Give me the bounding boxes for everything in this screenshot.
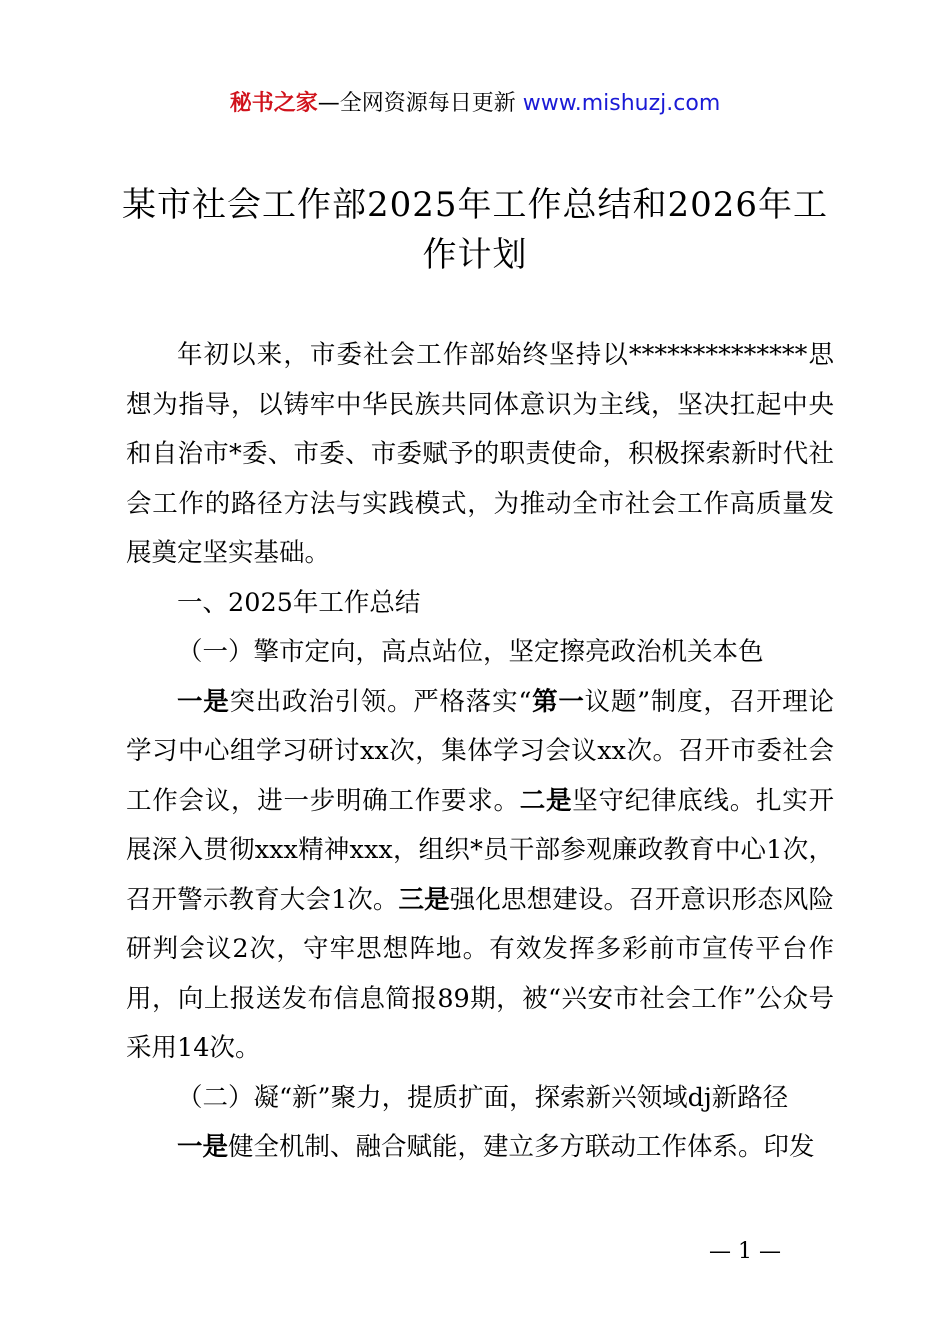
document-title: 某市社会工作部2025年工作总结和2026年工作计划 bbox=[121, 185, 829, 275]
paragraph-text: 强化思想建设。召开意识形态风险研判会议2次，守牢思想阵地。有效发挥多彩前市宣传平台作用，向上报送发布信息简报89期，被“兴安市社会工作”公众号采用14次。 bbox=[126, 884, 834, 1063]
paragraph-new-fields bbox=[126, 1123, 834, 1173]
subsection-heading-1: （一）擎市定向，高点站位，坚定擦亮政治机关本色 bbox=[177, 637, 764, 667]
bold-marker: 一是 bbox=[177, 1132, 229, 1162]
bold-marker: 三是 bbox=[398, 884, 450, 915]
document-body bbox=[126, 331, 834, 1173]
site-url-link[interactable]: www.mishuzj.com bbox=[522, 91, 721, 116]
brand-name: 秘书之家 bbox=[229, 91, 318, 116]
intro-paragraph: 年初以来，市委社会工作部始终坚持以**************思想为指导，以铸牢中华民族共同体意识为主线，坚决扛起中央和自治市*委、市委、市委赋予的职责使命，积极探索新时代社会工作的路径方法与实践模式，为推动全市社会工作高质量发展奠定坚实基础。 bbox=[126, 340, 834, 568]
paragraph-text: 健全机制、融合赋能，建立多方联动工作体系。印发 bbox=[228, 1132, 815, 1162]
header-slogan: —全网资源每日更新 bbox=[317, 91, 523, 116]
paragraph-political-guidance bbox=[126, 678, 834, 1074]
paragraph-text: 突出政治引领。严格落实“ bbox=[229, 686, 532, 717]
paragraph-text: 议题”制度，召开理论学习中心组学习研讨xx次，集体学习会议xx次。召开市委社会工作会议，进一步明确工作要求。 bbox=[126, 686, 834, 816]
bold-marker: 二是 bbox=[519, 785, 573, 816]
site-header bbox=[0, 88, 950, 120]
bold-marker: 一是 bbox=[177, 686, 230, 717]
bold-marker: 第一 bbox=[531, 686, 585, 717]
subsection-heading-2: （二）凝“新”聚力，提质扩面，探索新兴领域dj新路径 bbox=[177, 1082, 789, 1113]
page-number: — 1 — bbox=[709, 1239, 781, 1264]
section-heading-summary: 一、2025年工作总结 bbox=[177, 587, 421, 618]
paragraph-text: 坚守纪律底线。扎实开展深入贯彻xxx精神xxx，组织*员干部参观廉政教育中心1次，召开警示教育大会1次。 bbox=[126, 785, 834, 915]
